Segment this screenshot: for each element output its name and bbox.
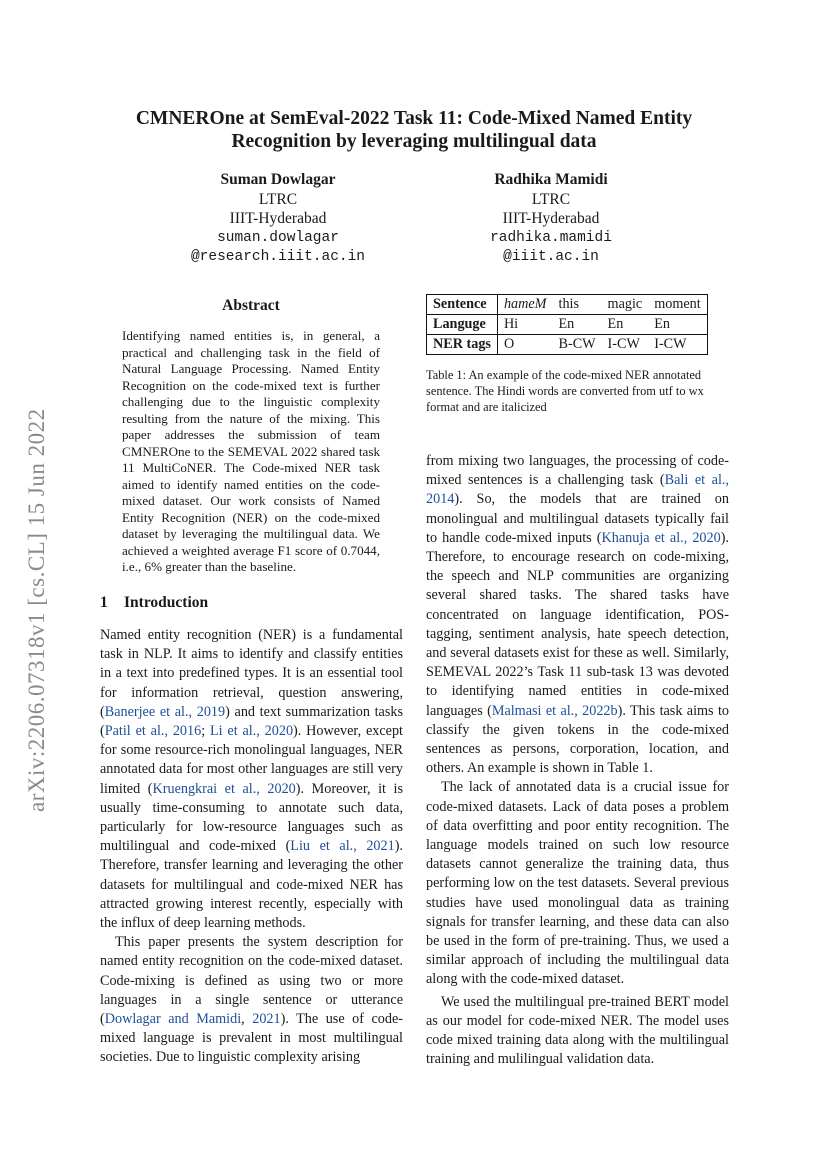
table-cell: B-CW [553,335,602,355]
title-line-1: CMNEROne at SemEval-2022 Task 11: Code-Mixed Named Entity [135,108,693,129]
table-cell: moment [648,295,707,315]
table-cell: En [602,315,649,335]
right-column-body [426,452,729,1070]
intro-paragraph-3: from mixing two languages, the processing of code-mixed sentences is a challenging task (Bali et al., 2014). So, the models that are trained on monolingual and multilingual datasets typically fail to handle code-mixed inputs (Khanuja et al., 2020). Therefore, to encourage research on code-mixing, the speech and NLP communities are organizing several shared tasks. The shared tasks have concentrated on language identification, POS-tagging, sentiment analysis, hate speech detection, and several datasets exist for these as well. Similarly, SEMEVAL 2022’s Task 11 sub-task 13 was devoted to identifying named entities in code-mixed languages (Malmasi et al., 2022b). This task aims to classify the given tokens in the code-mixed sentences as persons, corporation, location, and others. An example is shown in Table 1. [426,453,729,777]
table-caption: Table 1: An example of the code-mixed NER annotated sentence. The Hindi words are converted from utf to wx format and are italicized [426,368,704,414]
table-cell: magic [602,295,649,315]
intro-paragraph-5: We used the multilingual pre-trained BERT model as our model for code-mixed NER. The model uses code mixed training data along with the multilingual training and mulilingual validation data. [426,993,729,1068]
section-title: Introduction [124,594,209,611]
author-affiliation: LTRC [531,190,571,208]
table-cell: Hi [497,315,552,335]
table-cell: O [497,335,552,355]
abstract-heading: Abstract [222,297,280,314]
citation-link[interactable]: Bali et al., 2014 [426,472,729,508]
table-cell: hameM [497,295,552,315]
arxiv-identifier: arXiv:2206.07318v1 [cs.CL] 15 Jun 2022 [24,408,49,812]
table-cell: En [648,315,707,335]
row-header: Sentence [427,295,498,315]
abstract-text: Identifying named entities is, in general, a practical and challenging task in the field of Natural Language Processing. Named Entity Recognition on the code-mixed text is further challenging due to the linguistic complexity resulting from the nature of the mixing. This paper addresses the submission of team CMNEROne to the SEMEVAL 2022 shared task 11 MultiCoNER. The Code-mixed NER task aimed to identify named entities on the code-mixed dataset. Our work consists of Named Entity Recognition (NER) on the code-mixed dataset by leveraging the multilingual data. We achieved a weighted average F1 score of 0.7044, i.e., 6% greater than the baseline. [122,328,380,574]
intro-paragraph-4: The lack of annotated data is a crucial issue for code-mixed datasets. Lack of data poses a problem of data overfitting and poor entity recognition. The language models trained on such low resource datasets cannot generalize the training data, thus performing low on the test datasets. Several previous studies have used monolingual data as training signals for transfer learning, and these data can also be used in the form of pre-training. Thus, we used a similar approach of including the multilingual data along with the code-mixed dataset. [426,779,729,988]
author-email-domain: @research.iiit.ac.in [190,249,366,265]
citation-link[interactable]: Kruengkrai et al., 2020 [152,780,296,797]
table-cell: this [553,295,602,315]
table-row [427,295,708,315]
author-institution: IIIT-Hyderabad [502,210,600,227]
table-row [427,335,708,355]
title-line-2: Recognition by leveraging multilingual data [231,131,597,152]
row-header: Languge [427,315,498,335]
author-block-2 [411,170,691,268]
citation-link[interactable]: Banerjee et al., 2019 [104,703,226,720]
citation-link[interactable]: Liu et al., 2021 [290,838,395,855]
section-number: 1 [100,594,108,611]
left-column-body [100,626,403,1068]
author-institution: IIIT-Hyderabad [229,210,327,227]
citation-link[interactable]: Khanuja et al., 2020 [601,529,721,546]
citation-link[interactable]: 2021 [252,1011,281,1028]
paper-title [100,107,728,153]
author-name: Suman Dowlagar [220,171,336,188]
author-email-domain: @iiit.ac.in [503,249,599,265]
citation-link[interactable]: Patil et al., 2016 [104,723,202,740]
table-cell: I-CW [602,335,649,355]
citation-link[interactable]: Dowlagar and Mamidi [104,1011,242,1028]
author-name: Radhika Mamidi [494,171,608,188]
table-cell: En [553,315,602,335]
row-header: NER tags [427,335,498,355]
author-email-user: radhika.mamidi [490,229,612,246]
section-heading-introduction [100,594,402,612]
intro-paragraph-2: This paper presents the system description for named entity recognition on the code-mixed dataset. Code-mixing is defined as using two or more languages in a single sentence or utterance (Dowlagar and Mamidi, 2021). The use of code-mixed language is prevalent in most multilingual societies. Due to linguistic complexity arising [100,934,404,1066]
example-table [426,294,708,355]
table-cell: I-CW [648,335,707,355]
citation-link[interactable]: Li et al., 2020 [209,723,294,740]
author-block-1 [138,170,418,268]
citation-link[interactable]: Malmasi et al., 2022b [491,702,618,719]
intro-paragraph-1: Named entity recognition (NER) is a fundamental task in NLP. It aims to identify and classify entities in a text into predefined types. It is an essential tool for information retrieval, question answering, (Banerjee et al., 2019) and text summarization tasks (Patil et al., 2016; Li et al., 2020). However, except for some resource-rich monolingual languages, NER annotated data for most other languages are still very limited (Kruengkrai et al., 2020). Moreover, it is usually time-consuming to annotate such data, particularly for low-resource languages such as multilingual and code-mixed (Liu et al., 2021). Therefore, transfer learning and leveraging the other datasets for multilingual and code-mixed NER has attracted growing interest recently, especially with the influx of deep learning methods. [100,627,404,932]
table-row [427,315,708,335]
author-email-user: suman.dowlagar [217,229,339,246]
author-affiliation: LTRC [258,190,298,208]
